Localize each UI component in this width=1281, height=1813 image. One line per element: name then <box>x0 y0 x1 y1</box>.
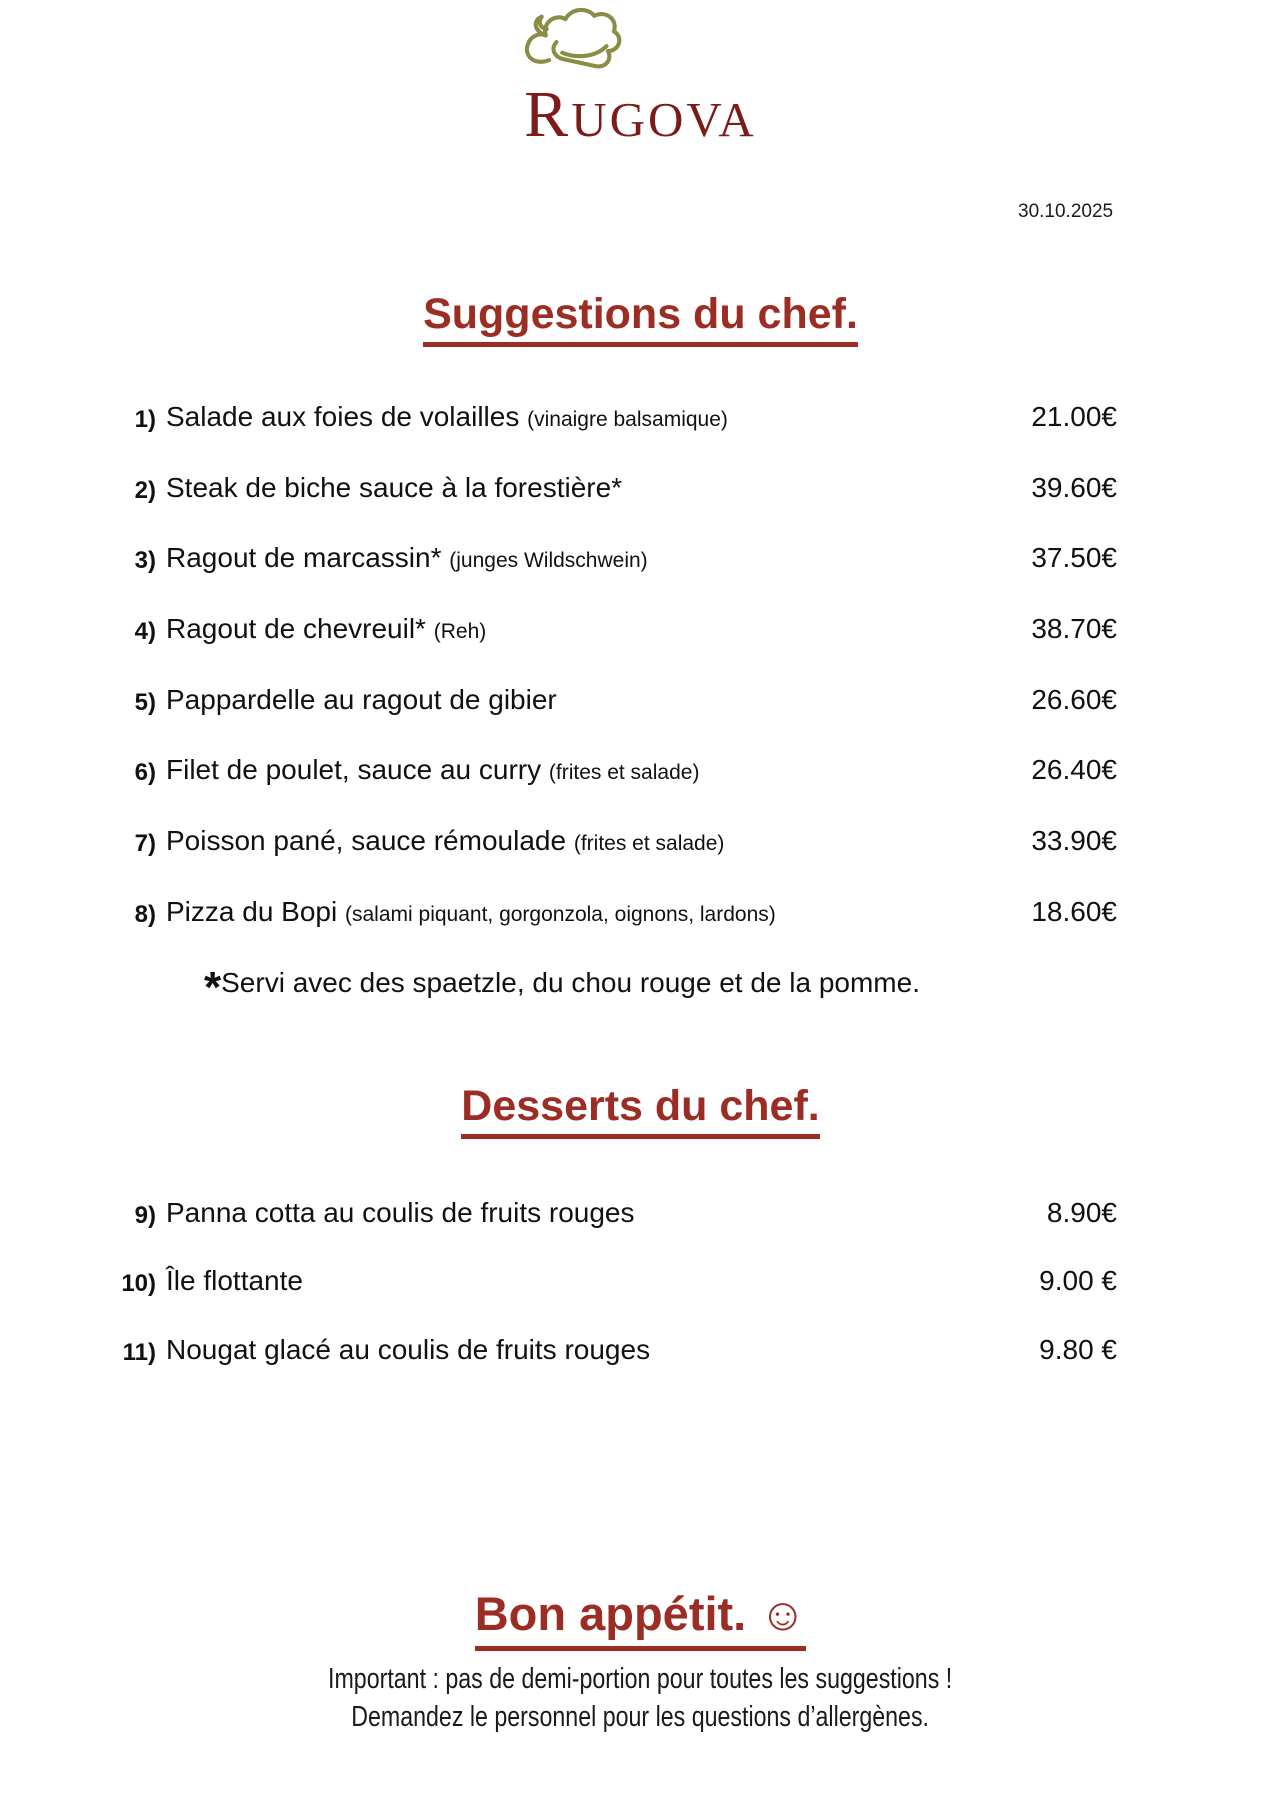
item-price: 37.50€ <box>1031 542 1117 573</box>
item-price: 21.00€ <box>1031 401 1117 432</box>
menu-row <box>0 753 1281 793</box>
item-detail: (Reh) <box>433 620 487 643</box>
item-name: Poisson pané, sauce rémoulade (frites et salade) <box>166 825 725 856</box>
item-detail: (frites et salade) <box>548 761 700 784</box>
asterisk-note <box>204 963 920 1012</box>
menu-row <box>0 1196 1281 1236</box>
item-number: 11) <box>122 1339 156 1366</box>
section-title-desserts: Desserts du chef. <box>0 1080 1281 1139</box>
item-number: 9) <box>134 1202 156 1229</box>
item-detail: (junges Wildschwein) <box>449 549 648 572</box>
menu-date: 30.10.2025 <box>1018 201 1114 222</box>
item-number: 2) <box>134 477 156 504</box>
menu-row <box>0 895 1281 935</box>
item-name: Ragout de chevreuil* (Reh) <box>166 613 487 644</box>
item-name: Salade aux foies de volailles (vinaigre balsamique) <box>166 401 728 432</box>
brand-first-letter: R <box>524 78 572 151</box>
menu-row <box>0 541 1281 581</box>
item-price: 38.70€ <box>1031 613 1117 644</box>
footer-line-1: Important : pas de demi-portion pour toutes les suggestions ! <box>328 1663 953 1695</box>
menu-row <box>0 683 1281 723</box>
item-price: 39.60€ <box>1031 472 1117 503</box>
footer-line-2: Demandez le personnel pour les questions d’allergènes. <box>351 1701 930 1733</box>
menu-row <box>0 1333 1281 1373</box>
restaurant-logo <box>0 6 1281 151</box>
item-price: 9.00 € <box>1039 1265 1117 1296</box>
item-number: 7) <box>134 830 156 857</box>
asterisk: * <box>204 963 222 1012</box>
item-price: 26.60€ <box>1031 684 1117 715</box>
item-price: 33.90€ <box>1031 825 1117 856</box>
section-title-suggestions: Suggestions du chef. <box>0 288 1281 347</box>
item-name: Nougat glacé au coulis de fruits rouges <box>166 1334 651 1365</box>
item-name: Île flottante <box>166 1265 303 1296</box>
item-name: Pizza du Bopi (salami piquant, gorgonzola, oignons, lardons) <box>166 896 776 927</box>
chef-hat-icon <box>518 6 636 88</box>
item-number: 10) <box>121 1270 156 1297</box>
item-name: Steak de biche sauce à la forestière* <box>166 472 623 503</box>
item-number: 4) <box>134 618 156 645</box>
closing-message: Bon appétit. ☺ <box>0 1584 1281 1651</box>
smiley-icon: ☺ <box>759 1588 807 1640</box>
menu-row <box>0 400 1281 440</box>
footer-notes <box>0 1660 1281 1736</box>
item-price: 9.80 € <box>1039 1334 1117 1365</box>
menu-row <box>0 612 1281 652</box>
item-name: Ragout de marcassin* (junges Wildschwein) <box>166 542 648 573</box>
item-number: 3) <box>134 547 156 574</box>
menu-row <box>0 1264 1281 1304</box>
item-price: 8.90€ <box>1046 1197 1117 1228</box>
brand-rest: UGOVA <box>571 92 757 147</box>
item-number: 5) <box>134 689 156 716</box>
item-detail: (salami piquant, gorgonzola, oignons, lardons) <box>345 903 776 926</box>
item-detail: (frites et salade) <box>573 832 725 855</box>
menu-row <box>0 471 1281 511</box>
item-price: 18.60€ <box>1031 896 1117 927</box>
item-number: 1) <box>134 406 156 433</box>
item-number: 8) <box>134 901 156 928</box>
menu-row <box>0 824 1281 864</box>
item-name: Filet de poulet, sauce au curry (frites et salade) <box>166 754 700 785</box>
item-price: 26.40€ <box>1031 754 1117 785</box>
item-number: 6) <box>134 759 156 786</box>
brand-name <box>0 78 1281 151</box>
item-detail: (vinaigre balsamique) <box>527 408 728 431</box>
note-text: Servi avec des spaetzle, du chou rouge et de la pomme. <box>221 967 920 998</box>
item-name: Panna cotta au coulis de fruits rouges <box>166 1197 635 1228</box>
item-name: Pappardelle au ragout de gibier <box>166 684 557 715</box>
